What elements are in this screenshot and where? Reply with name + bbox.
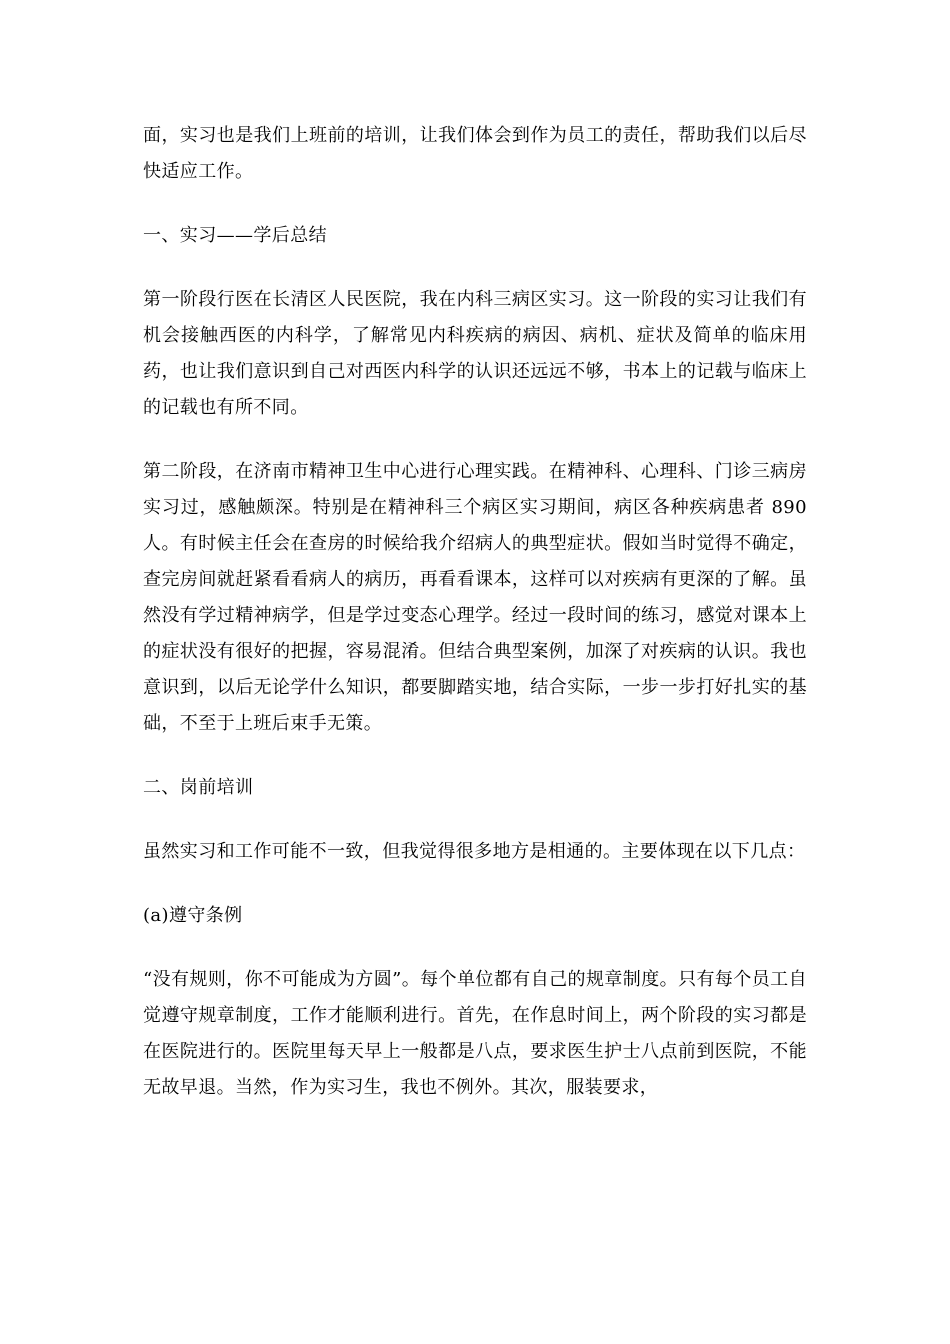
paragraph-rules: “没有规则，你不可能成为方圆”。每个单位都有自己的规章制度。只有每个员工自觉遵守规章制度，工作才能顺利进行。首先，在作息时间上，两个阶段的实习都是在医院进行的。医院里每天早上一般都是八点，要求医生护士八点前到医院，不能无故早退。当然，作为实习生，我也不例外。其次，服装要求， (143, 969, 807, 1098)
section-heading-internship: 一、实习——学后总结 (143, 225, 327, 246)
paragraph-training-intro: 虽然实习和工作可能不一致，但我觉得很多地方是相通的。主要体现在以下几点： (143, 841, 806, 862)
paragraph-stage-two: 第二阶段，在济南市精神卫生中心进行心理实践。在精神科、心理科、门诊三病房实习过，感触颇深。特别是在精神科三个病区实习期间，病区各种疾病患者 890 人。有时候主任会在查房的时候给我介绍病人的典型症状。假如当时觉得不确定，查完房间就赶紧看看病人的病历，再看看课本，这样可以对疾病有更深的了解。虽然没有学过精神病学，但是学过变态心理学。经过一段时间的练习，感觉对课本上的症状没有很好的把握，容易混淆。但结合典型案例，加深了对疾病的认识。我也意识到，以后无论学什么知识，都要脚踏实地，结合实际，一步一步打好扎实的基础，不至于上班后束手无策。 (143, 461, 807, 734)
paragraph-gap (143, 254, 807, 282)
paragraph-gap (143, 742, 807, 770)
paragraph-stage-one: 第一阶段行医在长清区人民医院，我在内科三病区实习。这一阶段的实习让我们有机会接触西医的内科学，了解常见内科疾病的病因、病机、症状及简单的临床用药，也让我们意识到自己对西医内科学的认识还远远不够，书本上的记载与临床上的记载也有所不同。 (143, 289, 807, 418)
paragraph-gap (143, 870, 807, 898)
document-body (143, 118, 807, 1106)
subsection-heading-rules: (a)遵守条例 (143, 905, 243, 926)
paragraph-gap (143, 426, 807, 454)
paragraph-gap (143, 190, 807, 218)
paragraph-gap (143, 806, 807, 834)
section-heading-pre-job-training: 二、岗前培训 (143, 777, 254, 798)
paragraph-gap (143, 934, 807, 962)
paragraph-intro: 面，实习也是我们上班前的培训，让我们体会到作为员工的责任，帮助我们以后尽快适应工作。 (143, 125, 807, 182)
